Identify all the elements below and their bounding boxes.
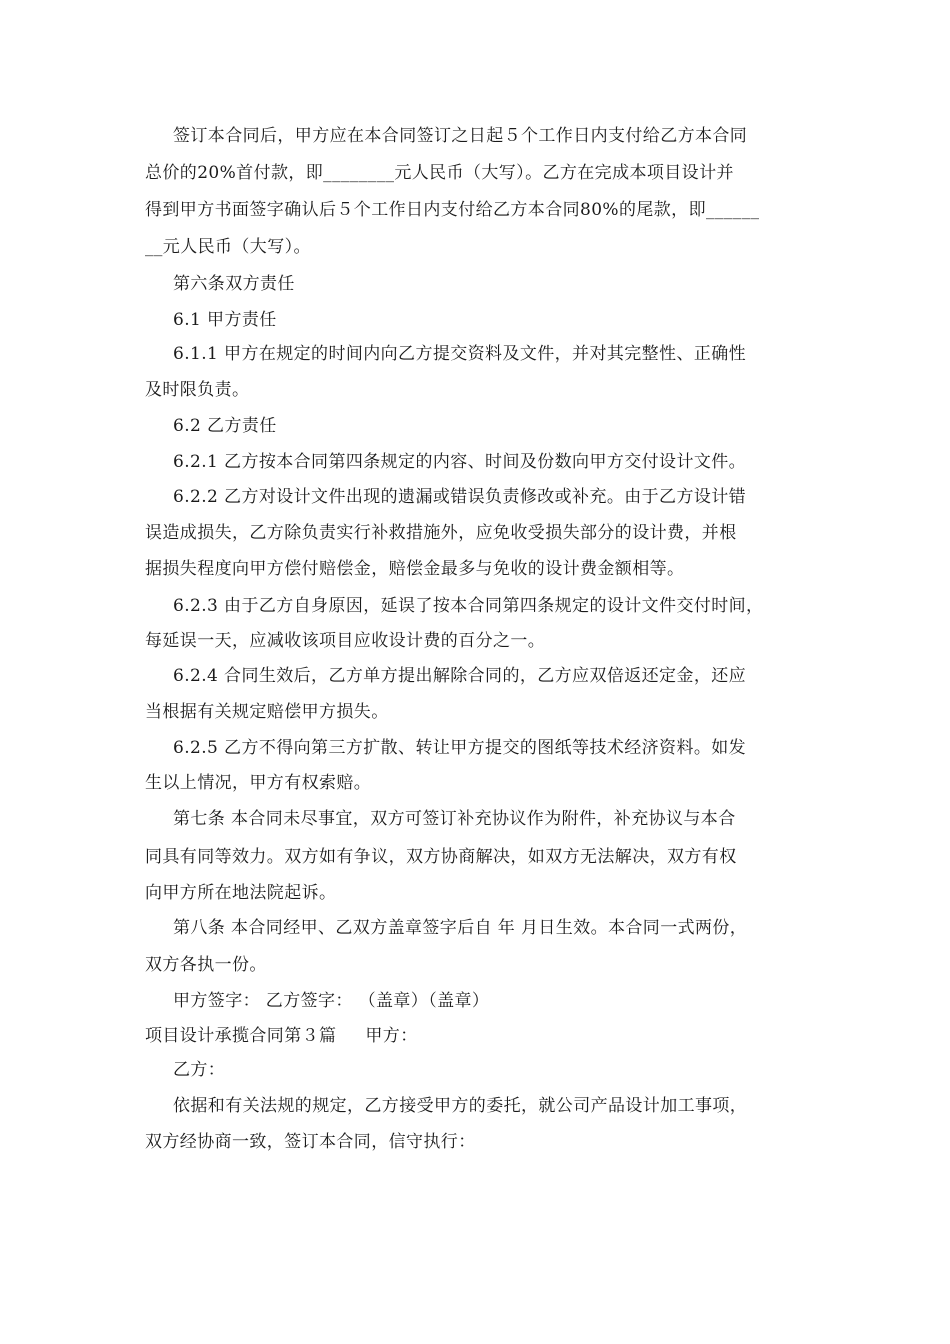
article-7-line-1: 第七条 本合同未尽事宜，双方可签订补充协议作为附件，补充协议与本合: [173, 809, 736, 829]
contract-3-title: 项目设计承揽合同第３篇 甲方：: [145, 1026, 418, 1046]
clause-6-2-4-line-2: 当根据有关规定赔偿甲方损失。: [145, 702, 389, 722]
article-8-line-1: 第八条 本合同经甲、乙双方盖章签字后自 年 月日生效。本合同一式两份，: [173, 918, 748, 938]
paragraph-payment-line-2: 总价的20%首付款，即________元人民币（大写）。乙方在完成本项目设计并: [145, 163, 734, 183]
clause-6-1-1-line-1: 6.1.1 甲方在规定的时间内向乙方提交资料及文件，并对其完整性、正确性: [173, 344, 747, 364]
signature-line: 甲方签字： 乙方签字： （盖章）（盖章）: [173, 991, 490, 1011]
article-7-line-3: 向甲方所在地法院起诉。: [145, 883, 337, 903]
clause-6-2-1: 6.2.1 乙方按本合同第四条规定的内容、时间及份数向甲方交付设计文件。: [173, 452, 747, 472]
party-b-label: 乙方：: [173, 1060, 226, 1080]
clause-6-2-3-line-1: 6.2.3 由于乙方自身原因，延误了按本合同第四条规定的设计文件交付时间，: [173, 596, 764, 616]
clause-6-2-2-line-3: 据损失程度向甲方偿付赔偿金，赔偿金最多与免收的设计费金额相等。: [145, 559, 685, 579]
clause-6-2-4-line-1: 6.2.4 合同生效后，乙方单方提出解除合同的，乙方应双倍返还定金，还应: [173, 666, 747, 686]
clause-6-1-1-line-2: 及时限负责。: [145, 380, 250, 400]
section-6-2-heading: 6.2 乙方责任: [173, 416, 277, 436]
clause-6-2-2-line-2: 误造成损失，乙方除负责实行补救措施外，应免收受损失部分的设计费，并根: [145, 523, 737, 543]
clause-6-2-5-line-2: 生以上情况，甲方有权索赔。: [145, 773, 372, 793]
section-6-1-heading: 6.1 甲方责任: [173, 310, 277, 330]
clause-6-2-5-line-1: 6.2.5 乙方不得向第三方扩散、转让甲方提交的图纸等技术经济资料。如发: [173, 738, 747, 758]
article-7-line-2: 同具有同等效力。双方如有争议，双方协商解决，如双方无法解决，双方有权: [145, 847, 737, 867]
article-6-heading: 第六条双方责任: [173, 274, 295, 294]
paragraph-payment-line-4: __元人民币（大写）。: [145, 237, 311, 257]
paragraph-payment-line-1: 签订本合同后，甲方应在本合同签订之日起５个工作日内支付给乙方本合同: [173, 126, 748, 146]
paragraph-payment-line-3: 得到甲方书面签字确认后５个工作日内支付给乙方本合同80%的尾款，即______: [145, 200, 760, 220]
clause-6-2-2-line-1: 6.2.2 乙方对设计文件出现的遗漏或错误负责修改或补充。由于乙方设计错: [173, 487, 747, 507]
preamble-line-1: 依据和有关法规的规定，乙方接受甲方的委托，就公司产品设计加工事项，: [173, 1096, 748, 1116]
clause-6-2-3-line-2: 每延误一天，应减收该项目应收设计费的百分之一。: [145, 631, 546, 651]
preamble-line-2: 双方经协商一致，签订本合同，信守执行：: [145, 1132, 476, 1152]
article-8-line-2: 双方各执一份。: [145, 955, 267, 975]
